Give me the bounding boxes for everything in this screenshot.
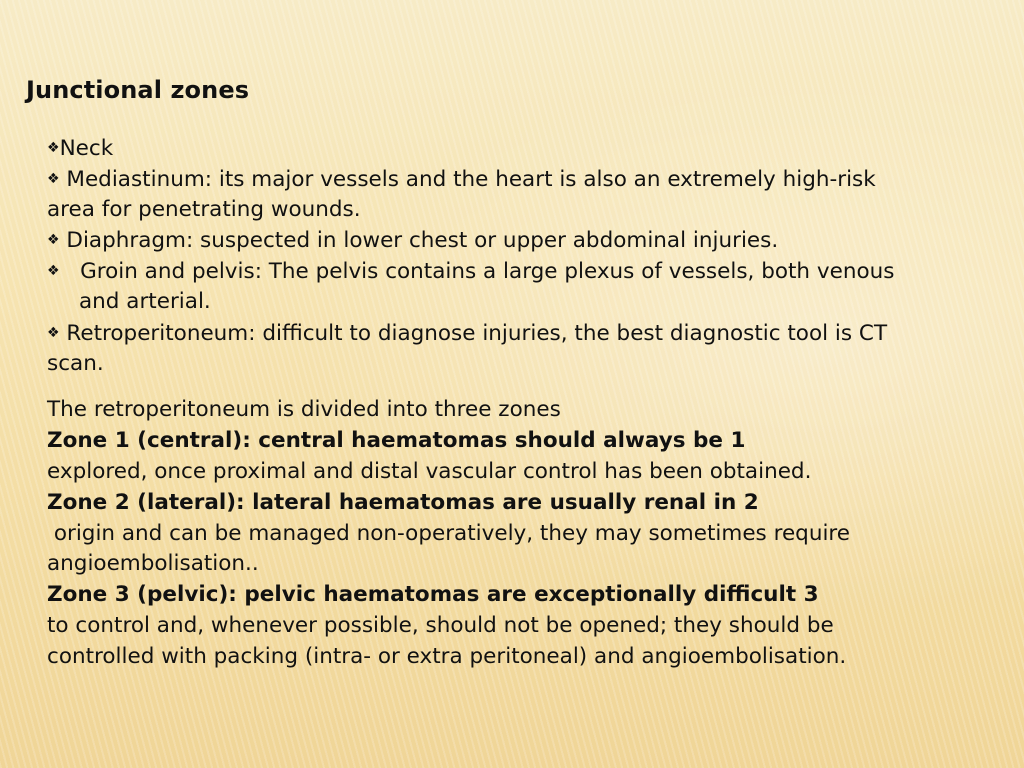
diamond-bullet-icon: ❖ [47, 170, 60, 187]
zone1-heading: Zone 1 (central): central haematomas should always be 1 [47, 428, 746, 454]
zone3-heading: Zone 3 (pelvic): pelvic haematomas are exceptionally difficult 3 [47, 582, 819, 608]
bullet-groin-cont: and arterial. [79, 288, 211, 314]
zone1-text: explored, once proximal and distal vascular control has been obtained. [47, 458, 812, 484]
bullet-text: Mediastinum: its major vessels and the heart is also an extremely high-risk [59, 166, 876, 192]
bullet-mediastinum-cont: area for penetrating wounds. [47, 196, 361, 222]
zone2-text: origin and can be managed non-operatively, they may sometimes require [47, 520, 851, 546]
zone2-text-cont: angioembolisation.. [47, 551, 259, 577]
slide-title: Junctional zones [26, 76, 250, 104]
bullet-neck [47, 133, 1007, 164]
zone3-text: to control and, whenever possible, should not be opened; they should be [47, 612, 834, 638]
bullet-groin [47, 256, 1007, 287]
diamond-bullet-icon: ❖ [47, 263, 60, 280]
zones-intro: The retroperitoneum is divided into three zones [47, 397, 561, 423]
slide-body [47, 133, 1007, 673]
bullet-mediastinum [47, 164, 1007, 195]
diamond-bullet-icon: ❖ [47, 324, 60, 341]
bullet-text: Neck [59, 136, 114, 161]
spacer [47, 379, 1007, 395]
bullet-text: Groin and pelvis: The pelvis contains a large plexus of vessels, both venous [59, 259, 895, 285]
diamond-bullet-icon: ❖ [47, 140, 60, 156]
bullet-retroperitoneum-cont: scan. [47, 350, 104, 376]
bullet-diaphragm [47, 225, 1007, 256]
zone3-text-cont: controlled with packing (intra- or extra peritoneal) and angioembolisation. [47, 643, 847, 669]
diamond-bullet-icon: ❖ [47, 232, 60, 249]
bullet-retroperitoneum [47, 318, 1007, 349]
bullet-text: Retroperitoneum: difficult to diagnose injuries, the best diagnostic tool is CT [59, 320, 888, 346]
bullet-text: Diaphragm: suspected in lower chest or upper abdominal injuries. [59, 228, 779, 254]
zone2-heading: Zone 2 (lateral): lateral haematomas are usually renal in 2 [47, 489, 759, 515]
